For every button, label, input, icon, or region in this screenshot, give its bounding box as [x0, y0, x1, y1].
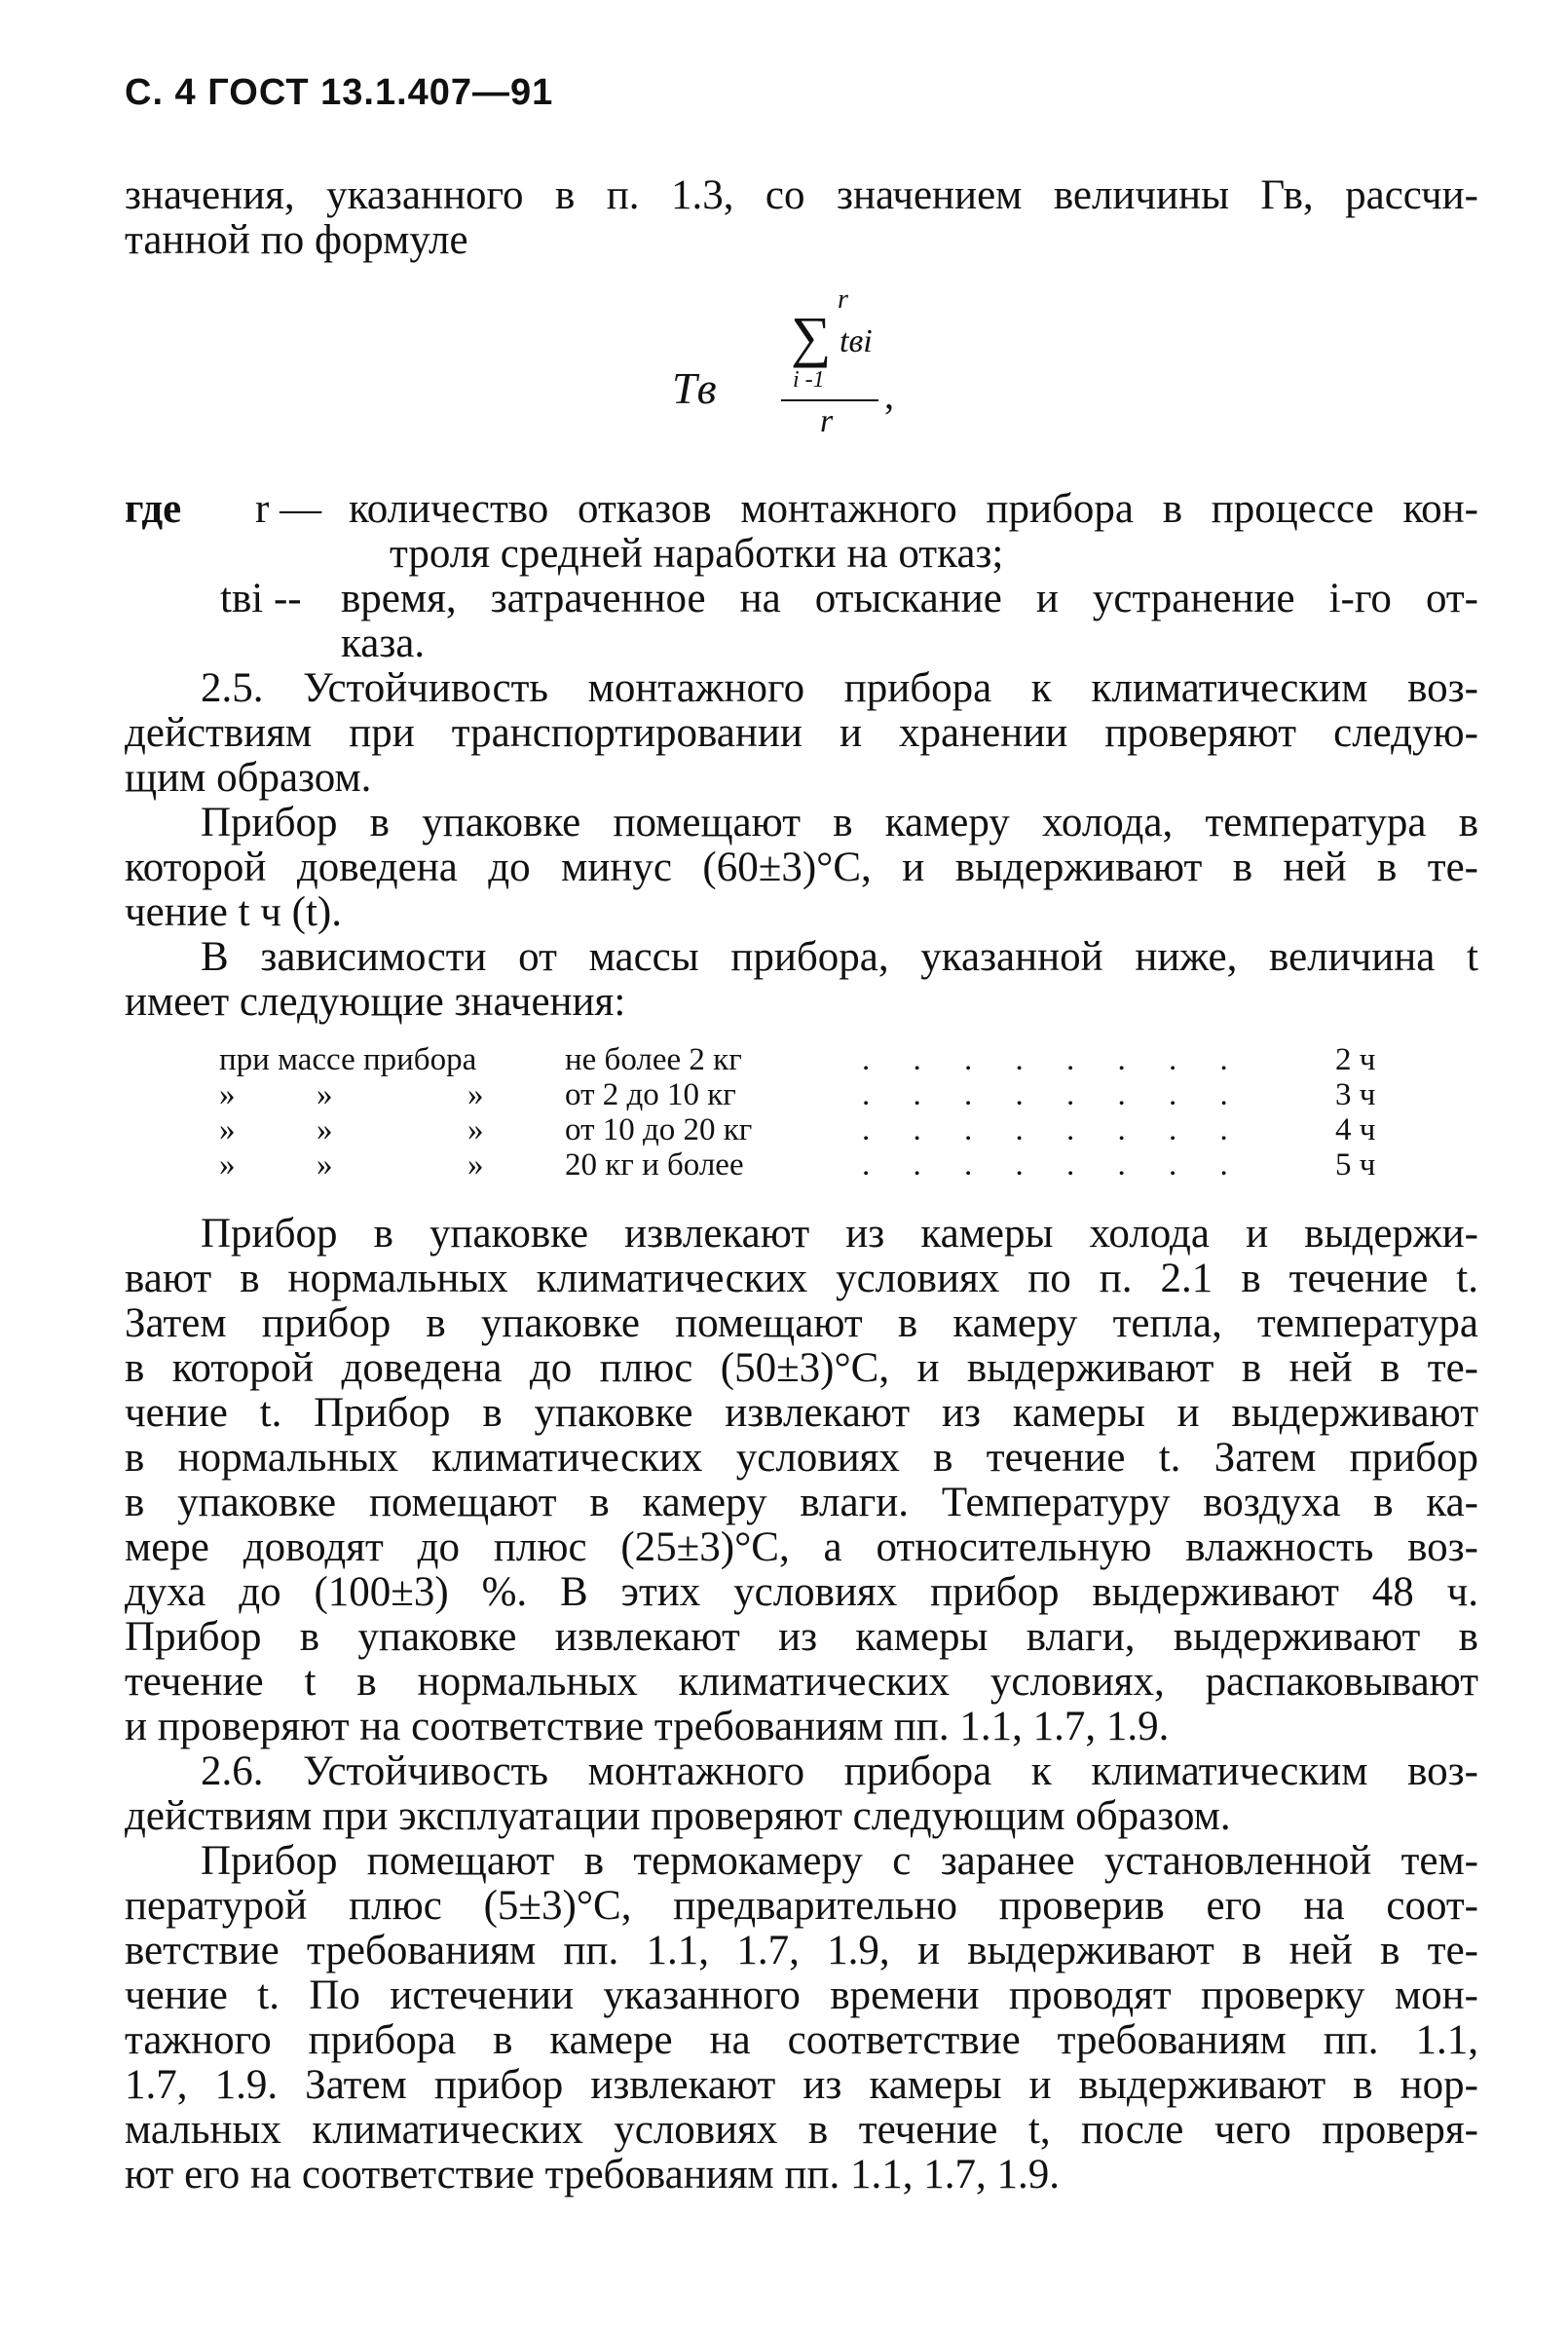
leader-dots: . . . . . . . .: [862, 1077, 1246, 1112]
text-line: ветствие требованиям пп. 1.1, 1.7, 1.9, и выдерживают в ней в те-: [125, 1928, 1478, 1973]
text-line: вают в нормальных климатических условиях по п. 2.1 в течение t.: [125, 1256, 1478, 1301]
text-line: Прибор помещают в термокамеру с заранее установленной тем-: [201, 1838, 1478, 1884]
text-line: имеет следующие значения:: [125, 979, 626, 1025]
fraction-bar: [781, 399, 878, 401]
table-row: [219, 1077, 1427, 1112]
text-line: которой доведена до минус (60±3)°С, и выдерживают в ней в те-: [125, 845, 1478, 890]
text-line: танной по формуле: [125, 217, 468, 263]
text-line: в которой доведена до плюс (50±3)°С, и выдерживают в ней в те-: [125, 1345, 1478, 1391]
formula-comma: ,: [884, 373, 894, 417]
ditto-mark: »: [219, 1077, 236, 1112]
ditto-mark: »: [467, 1077, 484, 1112]
ditto-mark: »: [317, 1112, 333, 1147]
text-line: течение t в нормальных климатических условиях, распаковывают: [125, 1659, 1478, 1705]
leader-dots: . . . . . . . .: [862, 1147, 1246, 1183]
ditto-mark: »: [317, 1077, 333, 1112]
where-label: где: [125, 486, 182, 532]
mass-range: от 10 до 20 кг: [565, 1112, 753, 1147]
ditto-mark: »: [219, 1112, 236, 1147]
formula-sum-symbol: ∑: [791, 305, 832, 368]
text-line: духа до (100±3) %. В этих условиях прибор выдерживают 48 ч.: [125, 1569, 1478, 1615]
ditto-mark: »: [219, 1147, 236, 1183]
where-item1: [349, 487, 1478, 577]
section-2-5: [125, 666, 1478, 801]
text-line: 1.7, 1.9. Затем прибор извлекают из камеры и выдерживают в нор-: [125, 2062, 1478, 2108]
leader-dots: . . . . . . . .: [862, 1042, 1246, 1077]
text-line: в нормальных климатических условиях в течение t. Затем прибор: [125, 1435, 1478, 1481]
table-row: [219, 1042, 1427, 1077]
text-line: пературой плюс (5±3)°С, предварительно проверив его на соот-: [125, 1883, 1478, 1929]
formula: [672, 284, 925, 440]
formula-denominator: r: [820, 403, 834, 439]
text-line: 2.5. Устойчивость монтажного прибора к климатическим воз-: [201, 665, 1478, 711]
ditto-mark: »: [467, 1147, 484, 1183]
text-line: чение t. Прибор в упаковке извлекают из камеры и выдерживают: [125, 1390, 1478, 1436]
time-value: 3 ч: [1335, 1077, 1376, 1112]
intro-paragraph: [125, 173, 1478, 263]
text-line: мальных климатических условиях в течение t, после чего проверя-: [125, 2107, 1478, 2153]
text-line: Прибор в упаковке помещают в камеру холода, температура в: [201, 800, 1478, 845]
text-line: мере доводят до плюс (25±3)°С, а относительную влажность воз-: [125, 1524, 1478, 1570]
text-line: каза.: [341, 620, 426, 666]
text-line: количество отказов монтажного прибора в процессе кон-: [349, 486, 1478, 532]
paragraph-mass: [125, 935, 1478, 1025]
text-line: чение t. По истечении указанного времени проводят проверку мон-: [125, 1972, 1478, 2018]
mass-time-table: [219, 1042, 1427, 1183]
where-item1-symbol: r —: [255, 486, 322, 532]
text-line: и проверяют на соответствие требованиям пп. 1.1, 1.7, 1.9.: [125, 1704, 1170, 1749]
table-row: [219, 1112, 1427, 1147]
mass-range: не более 2 кг: [565, 1042, 742, 1077]
text-line: Прибор в упаковке извлекают из камеры влаги, выдерживают в: [125, 1614, 1478, 1660]
time-value: 4 ч: [1335, 1112, 1376, 1147]
ditto-mark: »: [467, 1112, 484, 1147]
formula-sum-bottom: i -1: [793, 367, 825, 393]
time-value: 5 ч: [1335, 1147, 1376, 1183]
paragraph-cold-chamber: [125, 801, 1478, 935]
text-line: Прибор в упаковке извлекают из камеры холода и выдержи-: [201, 1211, 1478, 1257]
paragraph-thermal-chamber: [125, 1839, 1478, 2198]
table-row: [219, 1147, 1427, 1183]
text-line: Затем прибор в упаковке помещают в камеру тепла, температура: [125, 1300, 1478, 1346]
text-line: троля средней наработки на отказ;: [390, 531, 1004, 577]
text-line: время, затраченное на отыскание и устранение i-го от-: [341, 576, 1478, 621]
formula-summand: tвi: [840, 323, 873, 359]
text-line: 2.6. Устойчивость монтажного прибора к климатическим воз-: [201, 1748, 1478, 1794]
ditto-mark: »: [317, 1147, 333, 1183]
paragraph-climatic-cycle: [125, 1212, 1478, 1749]
text-line: чение t ч (t).: [125, 889, 342, 935]
text-line: значения, указанного в п. 1.3, со значением величины Гв, рассчи-: [125, 172, 1478, 218]
page-header: С. 4 ГОСТ 13.1.407—91: [125, 72, 554, 113]
mass-range: от 2 до 10 кг: [565, 1077, 736, 1112]
formula-lhs: Tв: [672, 363, 717, 413]
mass-range: 20 кг и более: [565, 1147, 744, 1183]
text-line: ют его на соответствие требованиям пп. 1.1, 1.7, 1.9.: [125, 2152, 1061, 2198]
formula-sum-top: r: [838, 284, 848, 315]
time-value: 2 ч: [1335, 1042, 1376, 1077]
mass-label: при массе прибора: [219, 1042, 477, 1077]
leader-dots: . . . . . . . .: [862, 1112, 1246, 1147]
text-line: В зависимости от массы прибора, указанной ниже, величина t: [201, 934, 1478, 980]
text-line: в упаковке помещают в камеру влаги. Температуру воздуха в ка-: [125, 1480, 1478, 1525]
text-line: тажного прибора в камере на соответствие требованиям пп. 1.1,: [125, 2017, 1478, 2063]
where-item2-symbol: tвi --: [220, 576, 302, 621]
text-line: действиям при транспортировании и хранении проверяют следую-: [125, 710, 1478, 756]
where-item2: [341, 577, 1478, 666]
text-line: щим образом.: [125, 755, 372, 801]
text-line: действиям при эксплуатации проверяют следующим образом.: [125, 1793, 1231, 1839]
section-2-6: [125, 1749, 1478, 1839]
